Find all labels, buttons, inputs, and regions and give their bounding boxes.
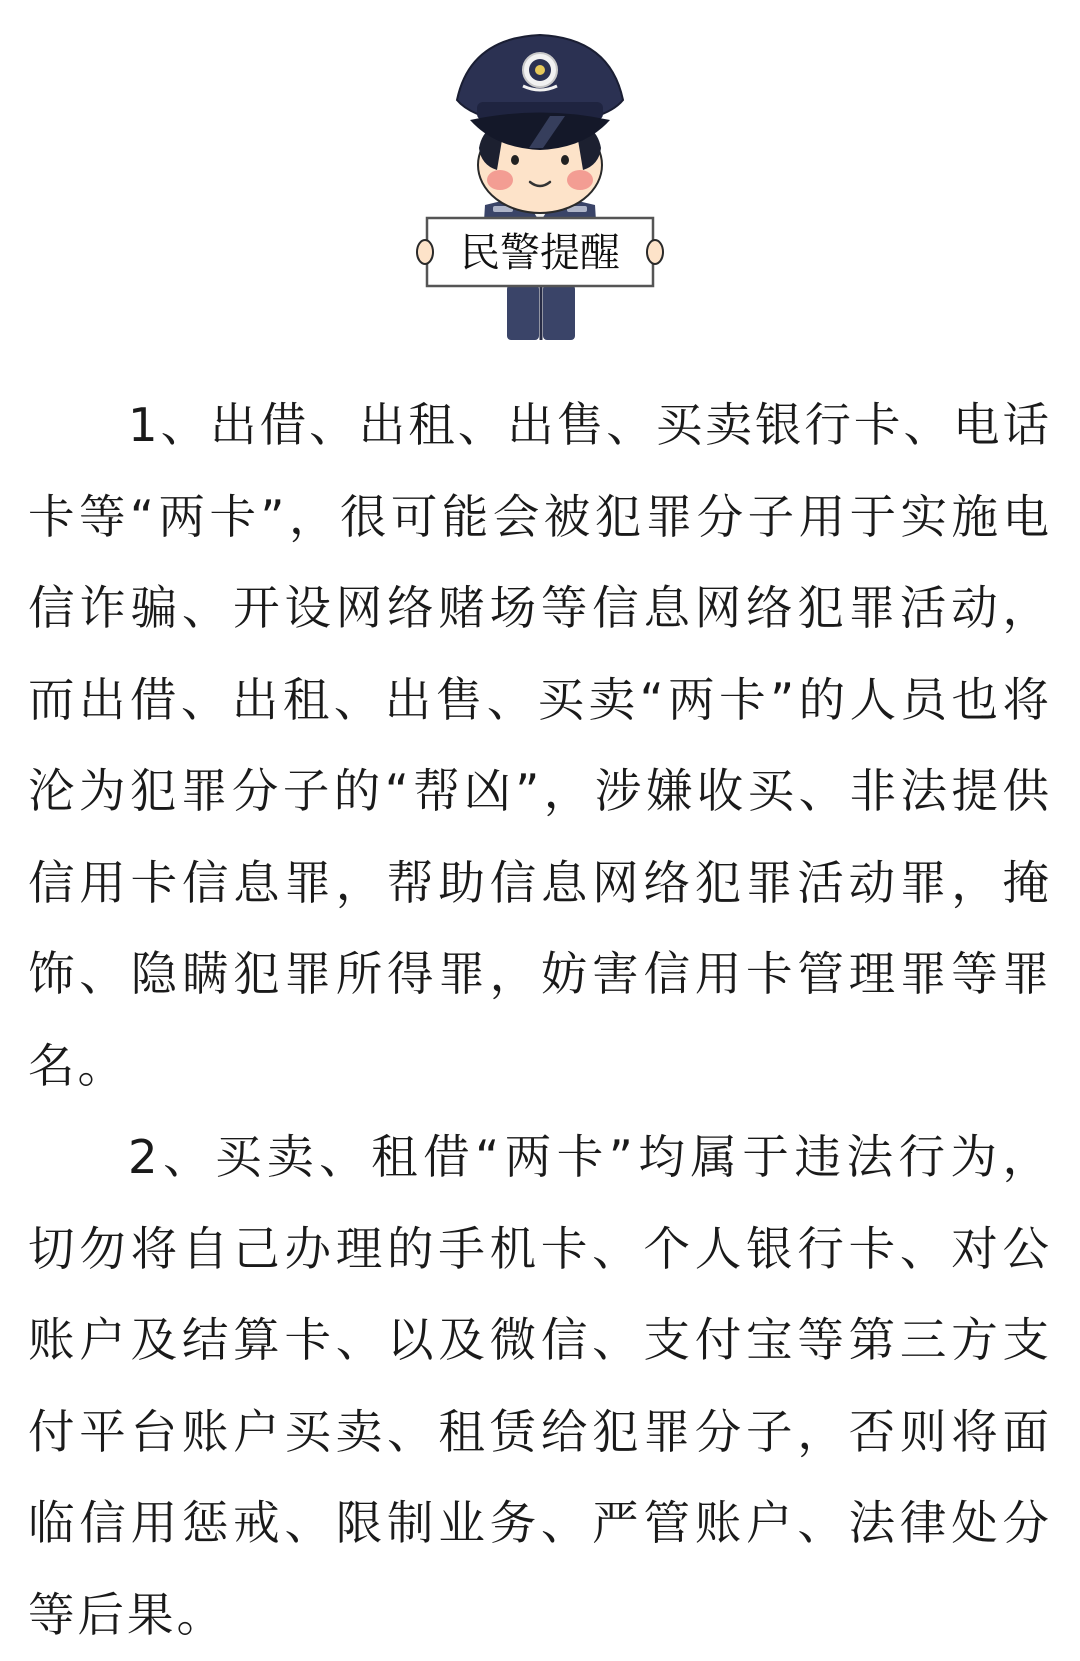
article-body <box>28 380 1052 1661</box>
reminder-sign <box>417 218 663 286</box>
police-officer-illustration <box>415 30 665 345</box>
police-cap <box>457 35 623 150</box>
paragraph-1: 1、出借、出租、出售、买卖银行卡、电话卡等“两卡”，很可能会被犯罪分子用于实施电信诈骗、开设网络赌场等信息网络犯罪活动，而出借、出租、出售、买卖“两卡”的人员也将沦为犯罪分子的“帮凶”，涉嫌收买、非法提供信用卡信息罪，帮助信息网络犯罪活动罪，掩饰、隐瞒犯罪所得罪，妨害信用卡管理罪等罪名。 <box>28 398 1052 1093</box>
paragraph-2: 2、买卖、租借“两卡”均属于违法行为，切勿将自己办理的手机卡、个人银行卡、对公账户及结算卡、以及微信、支付宝等第三方支付平台账户买卖、租赁给犯罪分子，否则将面临信用惩戒、限制业务、严管账户、法律处分等后果。 <box>28 1130 1052 1642</box>
trousers <box>507 285 575 340</box>
police-officer-svg <box>415 30 665 345</box>
sign-text: 民警提醒 <box>460 230 620 276</box>
